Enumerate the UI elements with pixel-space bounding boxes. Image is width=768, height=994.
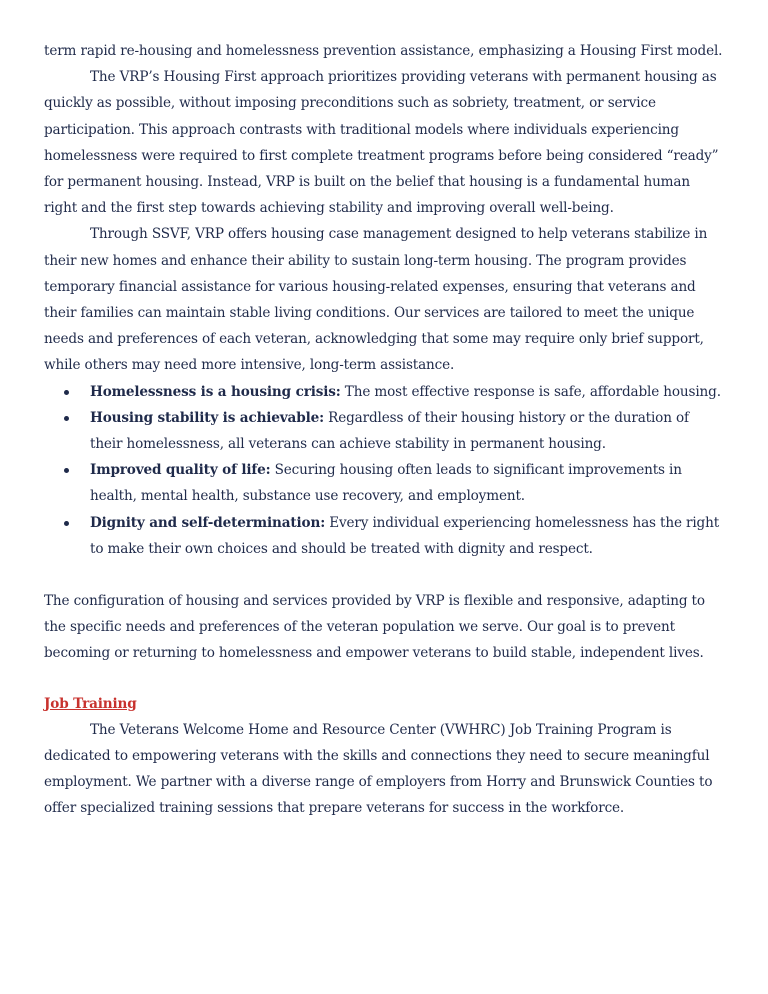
list-item xyxy=(90,379,724,405)
list-item xyxy=(90,405,724,457)
bullet-text: Securing housing often leads to significant improvements in health, mental health, substance use recovery, and employment. xyxy=(90,462,682,505)
document-page xyxy=(44,38,724,822)
intro-continuation-paragraph: term rapid re-housing and homelessness prevention assistance, emphasizing a Housing First model. xyxy=(44,43,723,59)
housing-first-principles-list xyxy=(44,379,724,562)
list-item xyxy=(90,457,724,509)
housing-first-paragraph: The VRP’s Housing First approach prioritizes providing veterans with permanent housing as quickly as possible, without imposing preconditions such as sobriety, treatment, or service participation. This approach contrasts with traditional models where individuals experiencing homelessness were required to first complete treatment programs before being considered “ready” for permanent housing. Instead, VRP is built on the belief that housing is a fundamental human right and the first step towards achieving stability and improving overall well-being. xyxy=(44,69,719,217)
bullet-text: The most effective response is safe, affordable housing. xyxy=(340,383,721,400)
bullet-lead: Homelessness is a housing crisis: xyxy=(90,383,341,400)
job-training-paragraph: The Veterans Welcome Home and Resource Center (VWHRC) Job Training Program is dedicated to empowering veterans with the skills and connections they need to secure meaningful employment. We partner with a diverse range of employers from Horry and Brunswick Counties to offer specialized training sessions that prepare veterans for success in the workforce. xyxy=(44,721,713,817)
bullet-text: Regardless of their housing history or the duration of their homelessness, all veterans can achieve stability in permanent housing. xyxy=(90,409,689,453)
ssvf-paragraph: Through SSVF, VRP offers housing case management designed to help veterans stabilize in their new homes and enhance their ability to sustain long-term housing. The program provides temporary financial assistance for various housing-related expenses, ensuring that veterans and their families can maintain stable living conditions. Our services are tailored to meet the unique needs and preferences of each veteran, acknowledging that some may require only brief support, while others may need more intensive, long-term assistance. xyxy=(44,226,708,374)
bullet-icon xyxy=(64,390,69,395)
bullet-icon xyxy=(64,468,69,473)
bullet-lead: Dignity and self-determination: xyxy=(90,514,326,531)
bullet-lead: Housing stability is achievable: xyxy=(90,409,324,426)
bullet-text: Every individual experiencing homelessness has the right to make their own choices and should be treated with dignity and respect. xyxy=(90,514,720,557)
paragraph-spacer xyxy=(44,562,724,588)
configuration-paragraph: The configuration of housing and services provided by VRP is flexible and responsive, adapting to the specific needs and preferences of the veteran population we serve. Our goal is to prevent becoming or returning to homelessness and empower veterans to build stable, independent lives. xyxy=(44,593,705,662)
bullet-icon xyxy=(64,416,69,421)
bullet-icon xyxy=(64,521,69,526)
bullet-lead: Improved quality of life: xyxy=(90,462,271,479)
job-training-heading: Job Training xyxy=(44,695,137,712)
list-item xyxy=(90,510,724,562)
